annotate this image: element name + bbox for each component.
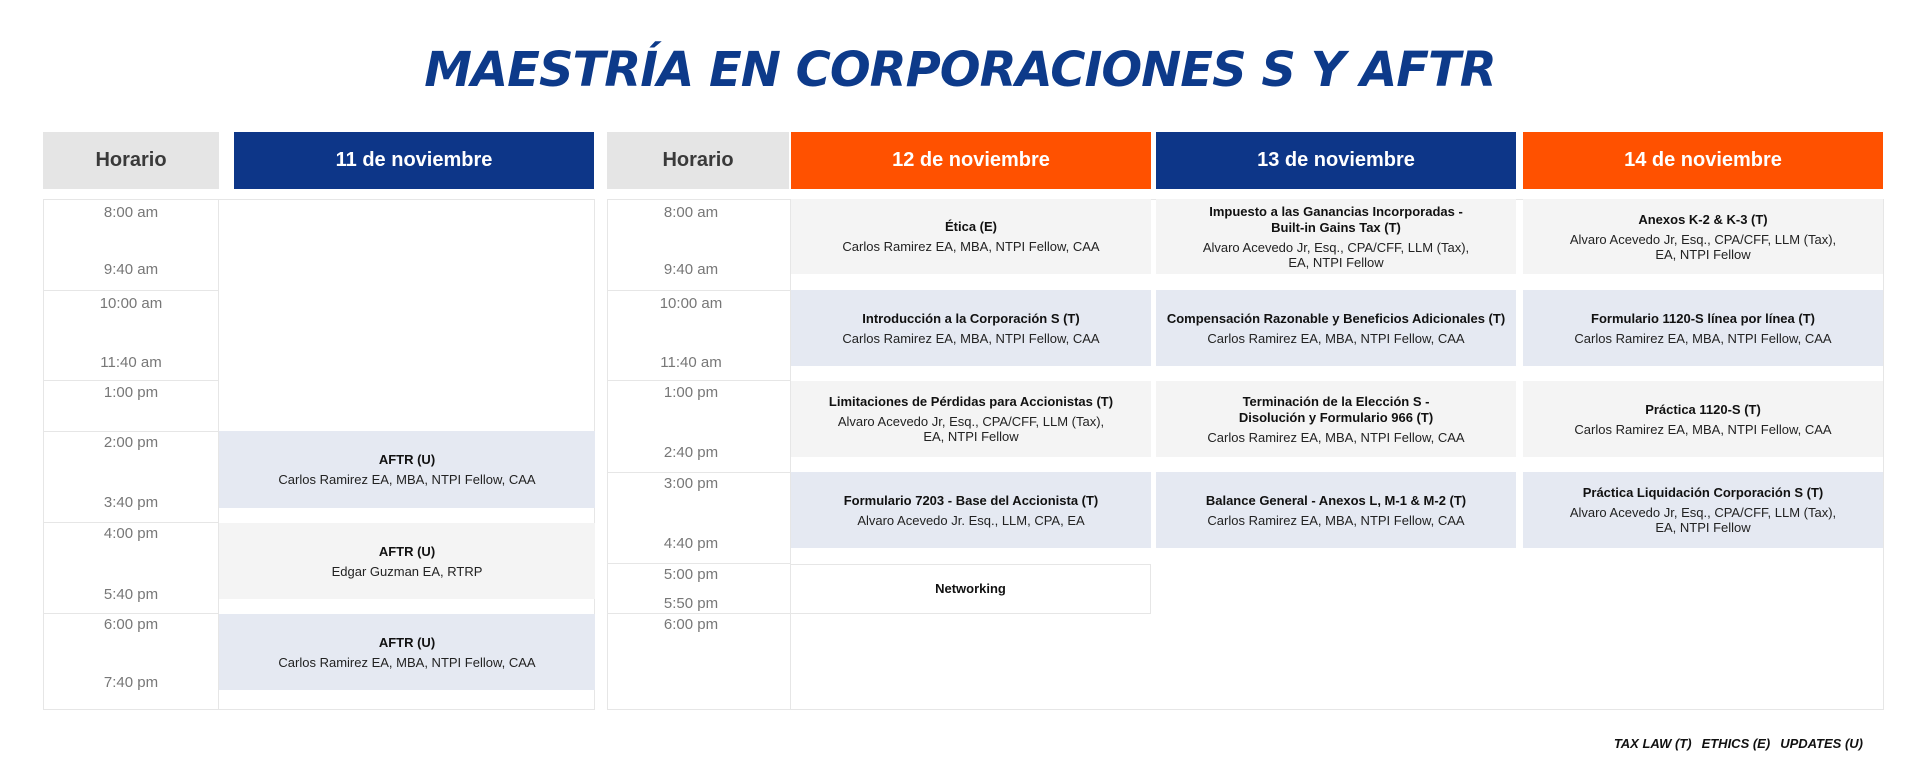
session-speaker: Carlos Ramirez EA, MBA, NTPI Fellow, CAA	[1574, 330, 1832, 346]
time-divider	[43, 613, 219, 614]
header-day-12: 12 de noviembre	[791, 132, 1151, 189]
session-card	[1523, 290, 1883, 366]
time-divider	[43, 431, 219, 432]
session-card	[219, 431, 595, 508]
time-divider	[607, 472, 791, 473]
session-title: Introducción a la Corporación S (T)	[862, 310, 1080, 326]
session-card	[791, 199, 1151, 274]
page-title: MAESTRÍA EN CORPORACIONES S Y AFTR	[424, 42, 1496, 98]
time-label: 7:40 pm	[103, 674, 159, 691]
header-day-11: 11 de noviembre	[234, 132, 594, 189]
session-speaker: Carlos Ramirez EA, MBA, NTPI Fellow, CAA	[1574, 421, 1832, 437]
session-card	[791, 290, 1151, 366]
time-label: 4:00 pm	[103, 525, 159, 542]
time-divider	[43, 522, 219, 523]
session-title: Formulario 7203 - Base del Accionista (T)	[843, 492, 1099, 508]
header-horario-right: Horario	[607, 132, 789, 189]
session-title: Práctica 1120-S (T)	[1645, 401, 1761, 417]
time-label: 1:00 pm	[663, 384, 719, 401]
time-divider	[607, 290, 791, 291]
session-speaker: Alvaro Acevedo Jr, Esq., CPA/CFF, LLM (Tax), EA, NTPI Fellow	[1202, 239, 1470, 270]
session-title: Balance General - Anexos L, M-1 & M-2 (T)	[1205, 492, 1467, 508]
session-title: Ética (E)	[944, 219, 997, 234]
time-divider	[607, 380, 791, 381]
session-speaker: Carlos Ramirez EA, MBA, NTPI Fellow, CAA	[842, 330, 1100, 346]
time-label: 3:00 pm	[663, 475, 719, 492]
session-speaker: Alvaro Acevedo Jr, Esq., CPA/CFF, LLM (Tax), EA, NTPI Fellow	[1569, 231, 1837, 262]
session-card	[219, 614, 595, 690]
session-card	[1523, 199, 1883, 274]
header-day-14: 14 de noviembre	[1523, 132, 1883, 189]
time-label: 8:00 am	[663, 204, 719, 221]
time-label: 1:00 pm	[103, 384, 159, 401]
time-divider	[607, 613, 791, 614]
session-card	[791, 381, 1151, 457]
time-label: 11:40 am	[100, 354, 162, 371]
session-speaker: Carlos Ramirez EA, MBA, NTPI Fellow, CAA	[1207, 512, 1465, 528]
session-card	[1156, 381, 1516, 457]
time-label: 9:40 am	[103, 261, 159, 278]
time-label: 11:40 am	[660, 354, 722, 371]
session-title: AFTR (U)	[378, 452, 436, 467]
session-title: AFTR (U)	[378, 543, 436, 559]
session-title: Compensación Razonable y Beneficios Adicionales (T)	[1166, 310, 1506, 326]
session-card	[1523, 381, 1883, 457]
header-day-13: 13 de noviembre	[1156, 132, 1516, 189]
time-label: 10:00 am	[659, 295, 723, 312]
legend	[1614, 736, 1863, 751]
session-title: Práctica Liquidación Corporación S (T)	[1582, 485, 1824, 500]
session-speaker: Edgar Guzman EA, RTRP	[331, 563, 483, 579]
session-speaker: Alvaro Acevedo Jr. Esq., LLM, CPA, EA	[857, 512, 1085, 528]
legend-tax-law: TAX LAW (T)	[1613, 736, 1692, 751]
legend-updates: UPDATES (U)	[1780, 736, 1863, 751]
time-label: 6:00 pm	[663, 616, 719, 633]
time-label: 5:40 pm	[103, 586, 159, 603]
time-label: 6:00 pm	[103, 616, 159, 633]
session-speaker: Alvaro Acevedo Jr, Esq., CPA/CFF, LLM (Tax), EA, NTPI Fellow	[837, 414, 1105, 444]
time-label: 4:40 pm	[663, 535, 719, 552]
legend-ethics: ETHICS (E)	[1701, 736, 1771, 751]
session-card-networking	[790, 564, 1151, 614]
session-card	[1156, 290, 1516, 366]
session-card	[1523, 472, 1883, 548]
session-speaker: Carlos Ramirez EA, MBA, NTPI Fellow, CAA	[1207, 429, 1465, 445]
session-title: Terminación de la Elección S - Disolución y Formulario 966 (T)	[1238, 393, 1434, 425]
session-speaker: Carlos Ramirez EA, MBA, NTPI Fellow, CAA	[278, 472, 536, 487]
time-label: 9:40 am	[663, 261, 719, 278]
time-label: 5:50 pm	[663, 595, 719, 612]
session-title: Anexos K-2 & K-3 (T)	[1638, 211, 1768, 227]
session-title: Impuesto a las Ganancias Incorporadas - Built-in Gains Tax (T)	[1209, 203, 1463, 235]
time-label: 3:40 pm	[103, 494, 159, 511]
time-label: 5:00 pm	[663, 566, 719, 583]
session-title: Limitaciones de Pérdidas para Accionistas (T)	[828, 394, 1114, 409]
time-label: 10:00 am	[99, 295, 163, 312]
session-title: AFTR (U)	[378, 634, 436, 650]
session-speaker: Carlos Ramirez EA, MBA, NTPI Fellow, CAA	[1207, 330, 1465, 346]
session-card	[1156, 472, 1516, 548]
time-divider	[43, 380, 219, 381]
time-label: 2:00 pm	[103, 434, 159, 451]
session-title: Formulario 1120-S línea por línea (T)	[1591, 310, 1815, 326]
session-speaker: Carlos Ramirez EA, MBA, NTPI Fellow, CAA	[278, 654, 536, 670]
session-card	[219, 523, 595, 599]
session-card	[1156, 199, 1516, 274]
time-divider	[607, 563, 791, 564]
time-divider	[43, 290, 219, 291]
session-title: Networking	[935, 581, 1006, 596]
header-horario-left: Horario	[43, 132, 219, 189]
time-label: 2:40 pm	[663, 444, 719, 461]
session-card	[791, 472, 1151, 548]
time-label: 8:00 am	[103, 204, 159, 221]
session-speaker: Carlos Ramirez EA, MBA, NTPI Fellow, CAA	[842, 239, 1100, 254]
session-speaker: Alvaro Acevedo Jr, Esq., CPA/CFF, LLM (Tax), EA, NTPI Fellow	[1569, 505, 1837, 535]
